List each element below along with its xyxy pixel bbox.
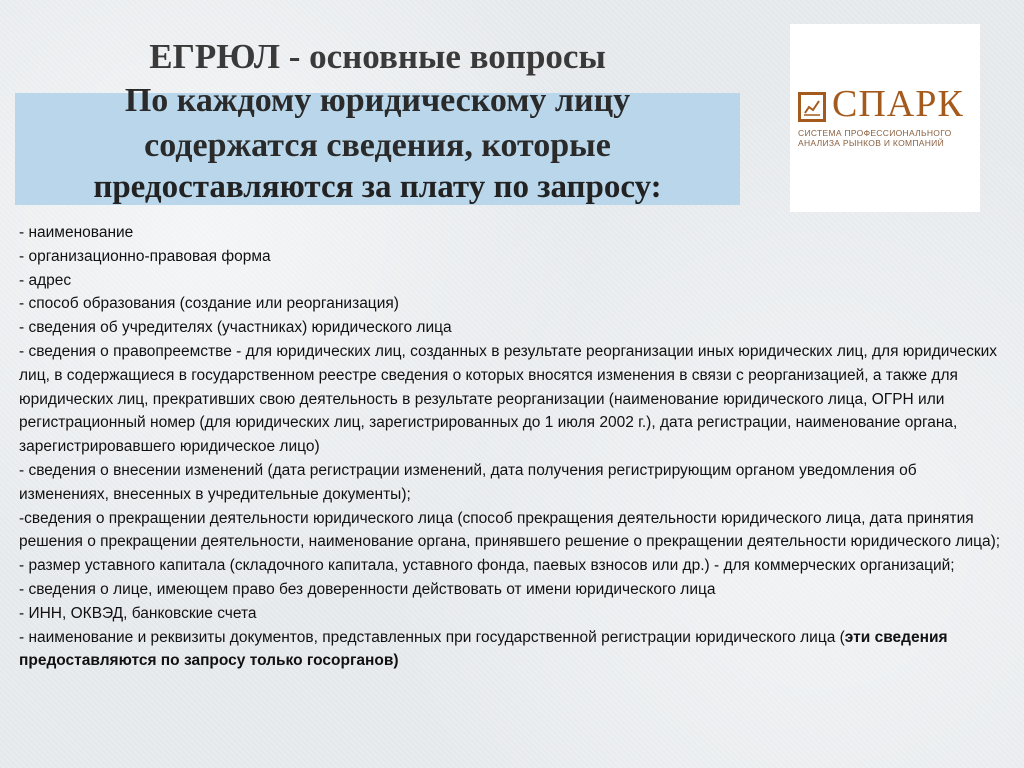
list-item: - организационно-правовая форма [19, 247, 271, 265]
last-item-text: - наименование и реквизиты документов, представленных при государственной регистрации юридического лица ( [19, 628, 845, 646]
list-item: -сведения о прекращении деятельности юридического лица (способ прекращения деятельности юридического лица, дата принятия решения о прекращении деятельности, наименование органа, принявшего решение о прекращении деятельности юридического лица); [19, 509, 1001, 551]
title-line-2: По каждому юридическому лицу [124, 82, 631, 119]
spark-logo [790, 24, 980, 212]
list-item-last [19, 626, 1009, 674]
list-item: - наименование [19, 224, 134, 241]
chart-icon [798, 92, 826, 122]
logo-subtitle-line-1: СИСТЕМА ПРОФЕССИОНАЛЬНОГО [798, 128, 952, 138]
list-item: - адрес [19, 271, 72, 289]
title-line-4: предоставляются за плату по запросу: [93, 169, 662, 205]
logo-subtitle-line-2: АНАЛИЗА РЫНКОВ И КОМПАНИЙ [798, 138, 945, 148]
list-item: - сведения о внесении изменений (дата регистрации изменений, дата получения регистрирующим органом уведомления об изменениях, внесенных в учредительные документы); [19, 461, 917, 503]
list-item: - сведения об учредителях (участниках) юридического лица [19, 319, 452, 337]
title-line-1: ЕГРЮЛ - основные вопросы [149, 37, 606, 76]
list-item: - способ образования (создание или реорганизация) [19, 295, 399, 313]
list-item: - ИНН, ОКВЭД, банковские счета [19, 604, 257, 622]
title-line-3: содержатся сведения, которые [144, 127, 611, 164]
list-item: - сведения о лице, имеющем право без доверенности действовать от имени юридического лица [19, 580, 716, 598]
list-item: - сведения о правопреемстве - для юридических лиц, созданных в результате реорганизации иных юридических лиц, для юридических лиц, в содержащиеся в государственном реестре сведения о которых вносятся изменения в связи с реорганизацией, а также для юридических лиц, прекративших свою деятельность в результате реорганизации (наименование юридического лица, ОГРН или регистрационный номер (для юридических лиц, зарегистрированных до 1 июля 2002 г.), дата регистрации, наименование органа, зарегистрировавшего юридическое лицо) [19, 342, 998, 456]
logo-subtitle [798, 128, 978, 148]
list-item: - размер уставного капитала (складочного капитала, уставного фонда, паевых взносов или др.) - для коммерческих организаций; [19, 557, 955, 575]
logo-wordmark: СПАРК [832, 83, 964, 125]
page-title [20, 36, 735, 206]
last-item-emphasis: эти сведения предоставляются по запросу только госорганов) [19, 628, 948, 670]
info-list [19, 221, 1009, 673]
